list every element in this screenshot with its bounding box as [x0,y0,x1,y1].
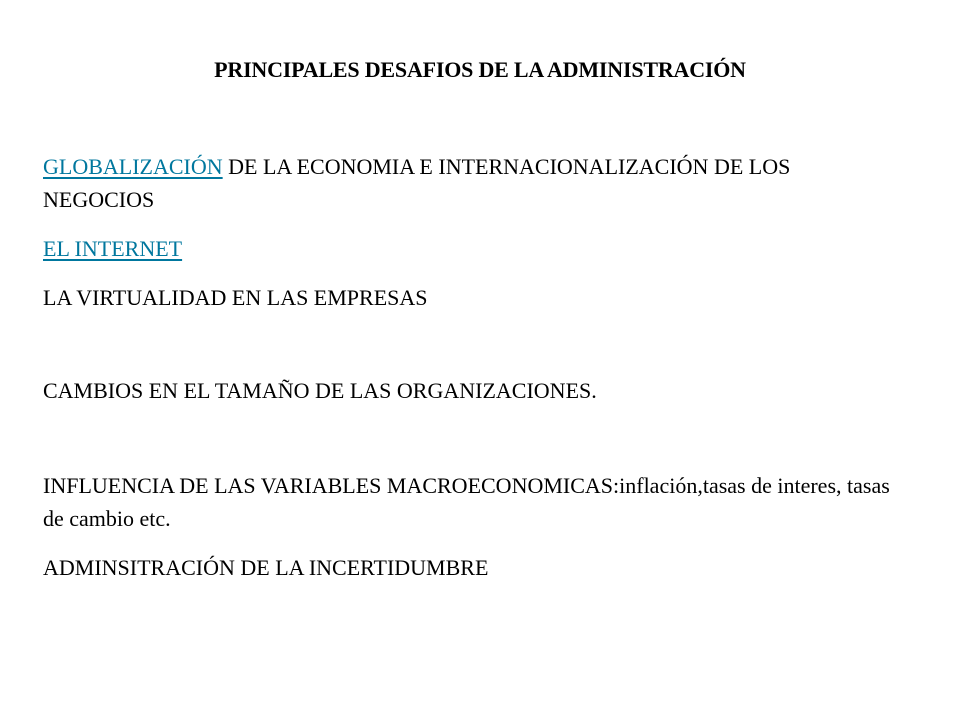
list-item-globalizacion [43,150,903,216]
list-item-internet [43,232,903,265]
internet-link[interactable]: EL INTERNET [43,236,183,261]
list-item-text: DE LA ECONOMIA E INTERNACIONALIZACIÓN DE LOS NEGOCIOS [43,154,791,212]
globalizacion-link[interactable]: GLOBALIZACIÓN [43,154,223,179]
list-item-cambios: CAMBIOS EN EL TAMAÑO DE LAS ORGANIZACIONES. [43,378,597,403]
list-item-influencia: INFLUENCIA DE LAS VARIABLES MACROECONOMICAS:inflación,tasas de interes, tasas de cambio etc. [43,473,890,531]
list-item-incertidumbre: ADMINSITRACIÓN DE LA INCERTIDUMBRE [43,555,489,580]
list-item-virtualidad: LA VIRTUALIDAD EN LAS EMPRESAS [43,285,428,310]
slide-title: PRINCIPALES DESAFIOS DE LA ADMINISTRACIÓN [214,57,746,82]
